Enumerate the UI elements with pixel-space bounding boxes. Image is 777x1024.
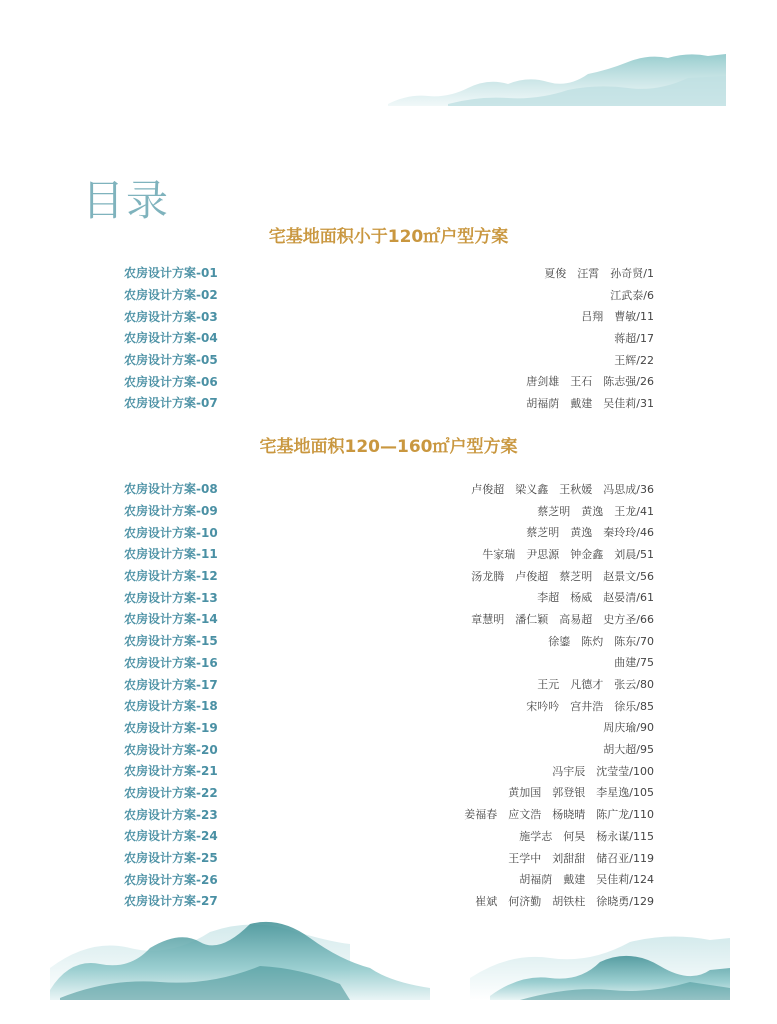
toc-entry-label: 农房设计方案-14 (124, 612, 218, 627)
toc-entry[interactable] (124, 673, 654, 695)
toc-entry-label: 农房设计方案-20 (124, 742, 218, 757)
toc-entry[interactable] (124, 782, 654, 804)
toc-entry-authors: 卢俊超 梁义鑫 王秋媛 冯思成/36 (471, 482, 654, 496)
top-mountain-decoration (388, 48, 726, 106)
toc-entry-authors: 牛家瑞 尹思源 钟金鑫 刘晨/51 (482, 547, 654, 561)
toc-entry-label: 农房设计方案-07 (124, 396, 218, 411)
toc-entry-authors: 吕翔 曹敏/11 (581, 310, 654, 324)
toc-entry-authors: 姜福春 应文浩 杨晓晴 陈广龙/110 (464, 808, 654, 822)
toc-entry[interactable] (124, 392, 654, 414)
toc-entry-authors: 蒋超/17 (614, 331, 654, 345)
toc-entry[interactable] (124, 760, 654, 782)
toc-entry-authors: 周庆瑜/90 (603, 721, 654, 735)
toc-entry-label: 农房设计方案-16 (124, 655, 218, 670)
toc-entry-authors: 胡大超/95 (603, 743, 654, 757)
toc-entry[interactable] (124, 500, 654, 522)
toc-section-2 (124, 478, 654, 912)
toc-entry-label: 农房设计方案-11 (124, 547, 218, 562)
toc-entry[interactable] (124, 738, 654, 760)
toc-entry-label: 农房设计方案-25 (124, 851, 218, 866)
toc-entry-label: 农房设计方案-18 (124, 699, 218, 714)
toc-entry-label: 农房设计方案-06 (124, 374, 218, 389)
toc-entry-authors: 王辉/22 (614, 353, 654, 367)
toc-entry-label: 农房设计方案-17 (124, 677, 218, 692)
toc-entry-authors: 徐鎏 陈灼 陈东/70 (548, 634, 654, 648)
toc-entry-authors: 黄加国 郭登银 李星逸/105 (508, 786, 654, 800)
toc-entry-authors: 李超 杨威 赵晏清/61 (537, 591, 654, 605)
toc-entry[interactable] (124, 370, 654, 392)
toc-entry[interactable] (124, 608, 654, 630)
toc-entry-label: 农房设计方案-15 (124, 634, 218, 649)
section-heading-2: 宅基地面积120—160㎡户型方案 (259, 437, 518, 457)
toc-entry[interactable] (124, 349, 654, 371)
bottom-mountain-decoration (50, 908, 730, 1000)
toc-entry[interactable] (124, 652, 654, 674)
toc-entry-label: 农房设计方案-05 (124, 353, 218, 368)
toc-entry-authors: 江武泰/6 (610, 288, 654, 302)
toc-entry-authors: 蔡芝明 黄逸 王龙/41 (537, 504, 654, 518)
toc-entry-label: 农房设计方案-04 (124, 331, 218, 346)
toc-entry-authors: 蔡芝明 黄逸 秦玲玲/46 (526, 526, 654, 540)
toc-entry[interactable] (124, 717, 654, 739)
toc-entry-authors: 唐剑雄 王石 陈志强/26 (526, 375, 654, 389)
toc-entry-authors: 宋吟吟 宫井浩 徐乐/85 (526, 699, 654, 713)
toc-entry-authors: 施学志 何昊 杨永谋/115 (519, 829, 654, 843)
toc-entry-authors: 王元 凡德才 张云/80 (537, 678, 654, 692)
page-title: 目录 (82, 176, 171, 226)
toc-entry-authors: 胡福荫 戴建 吴佳莉/124 (519, 873, 654, 887)
toc-entry-label: 农房设计方案-09 (124, 504, 218, 519)
toc-entry[interactable] (124, 630, 654, 652)
toc-entry[interactable] (124, 586, 654, 608)
toc-entry[interactable] (124, 305, 654, 327)
toc-entry[interactable] (124, 521, 654, 543)
toc-entry[interactable] (124, 543, 654, 565)
toc-entry-label: 农房设计方案-24 (124, 829, 218, 844)
toc-entry-label: 农房设计方案-12 (124, 569, 218, 584)
toc-entry-authors: 冯宇辰 沈莹莹/100 (552, 764, 654, 778)
toc-entry[interactable] (124, 327, 654, 349)
toc-entry-label: 农房设计方案-26 (124, 872, 218, 887)
toc-entry[interactable] (124, 284, 654, 306)
toc-entry-label: 农房设计方案-23 (124, 807, 218, 822)
toc-entry-authors: 曲建/75 (614, 656, 654, 670)
toc-entry-authors: 汤龙腾 卢俊超 蔡芝明 赵景文/56 (471, 569, 654, 583)
toc-entry-authors: 崔斌 何济勤 胡铁柱 徐晓勇/129 (475, 894, 654, 908)
toc-entry[interactable] (124, 868, 654, 890)
toc-entry-label: 农房设计方案-01 (124, 266, 218, 281)
toc-entry[interactable] (124, 847, 654, 869)
toc-entry-authors: 章慧明 潘仁颖 高易超 史方圣/66 (471, 612, 654, 626)
toc-section-1 (124, 262, 654, 414)
toc-entry[interactable] (124, 262, 654, 284)
toc-entry-label: 农房设计方案-22 (124, 785, 218, 800)
toc-entry[interactable] (124, 478, 654, 500)
toc-entry-authors: 王学中 刘甜甜 储召亚/119 (508, 851, 654, 865)
toc-entry-label: 农房设计方案-13 (124, 590, 218, 605)
toc-entry-label: 农房设计方案-27 (124, 894, 218, 909)
toc-entry-label: 农房设计方案-02 (124, 288, 218, 303)
toc-entry[interactable] (124, 803, 654, 825)
toc-entry-label: 农房设计方案-21 (124, 764, 218, 779)
toc-entry-label: 农房设计方案-03 (124, 309, 218, 324)
toc-entry-authors: 胡福荫 戴建 吴佳莉/31 (526, 396, 654, 410)
toc-entry-label: 农房设计方案-10 (124, 525, 218, 540)
toc-entry[interactable] (124, 565, 654, 587)
toc-entry[interactable] (124, 695, 654, 717)
section-heading-1: 宅基地面积小于120㎡户型方案 (268, 227, 509, 247)
toc-entry-label: 农房设计方案-19 (124, 720, 218, 735)
toc-entry-label: 农房设计方案-08 (124, 482, 218, 497)
toc-entry[interactable] (124, 825, 654, 847)
toc-entry-authors: 夏俊 汪霄 孙奇贤/1 (544, 266, 654, 280)
